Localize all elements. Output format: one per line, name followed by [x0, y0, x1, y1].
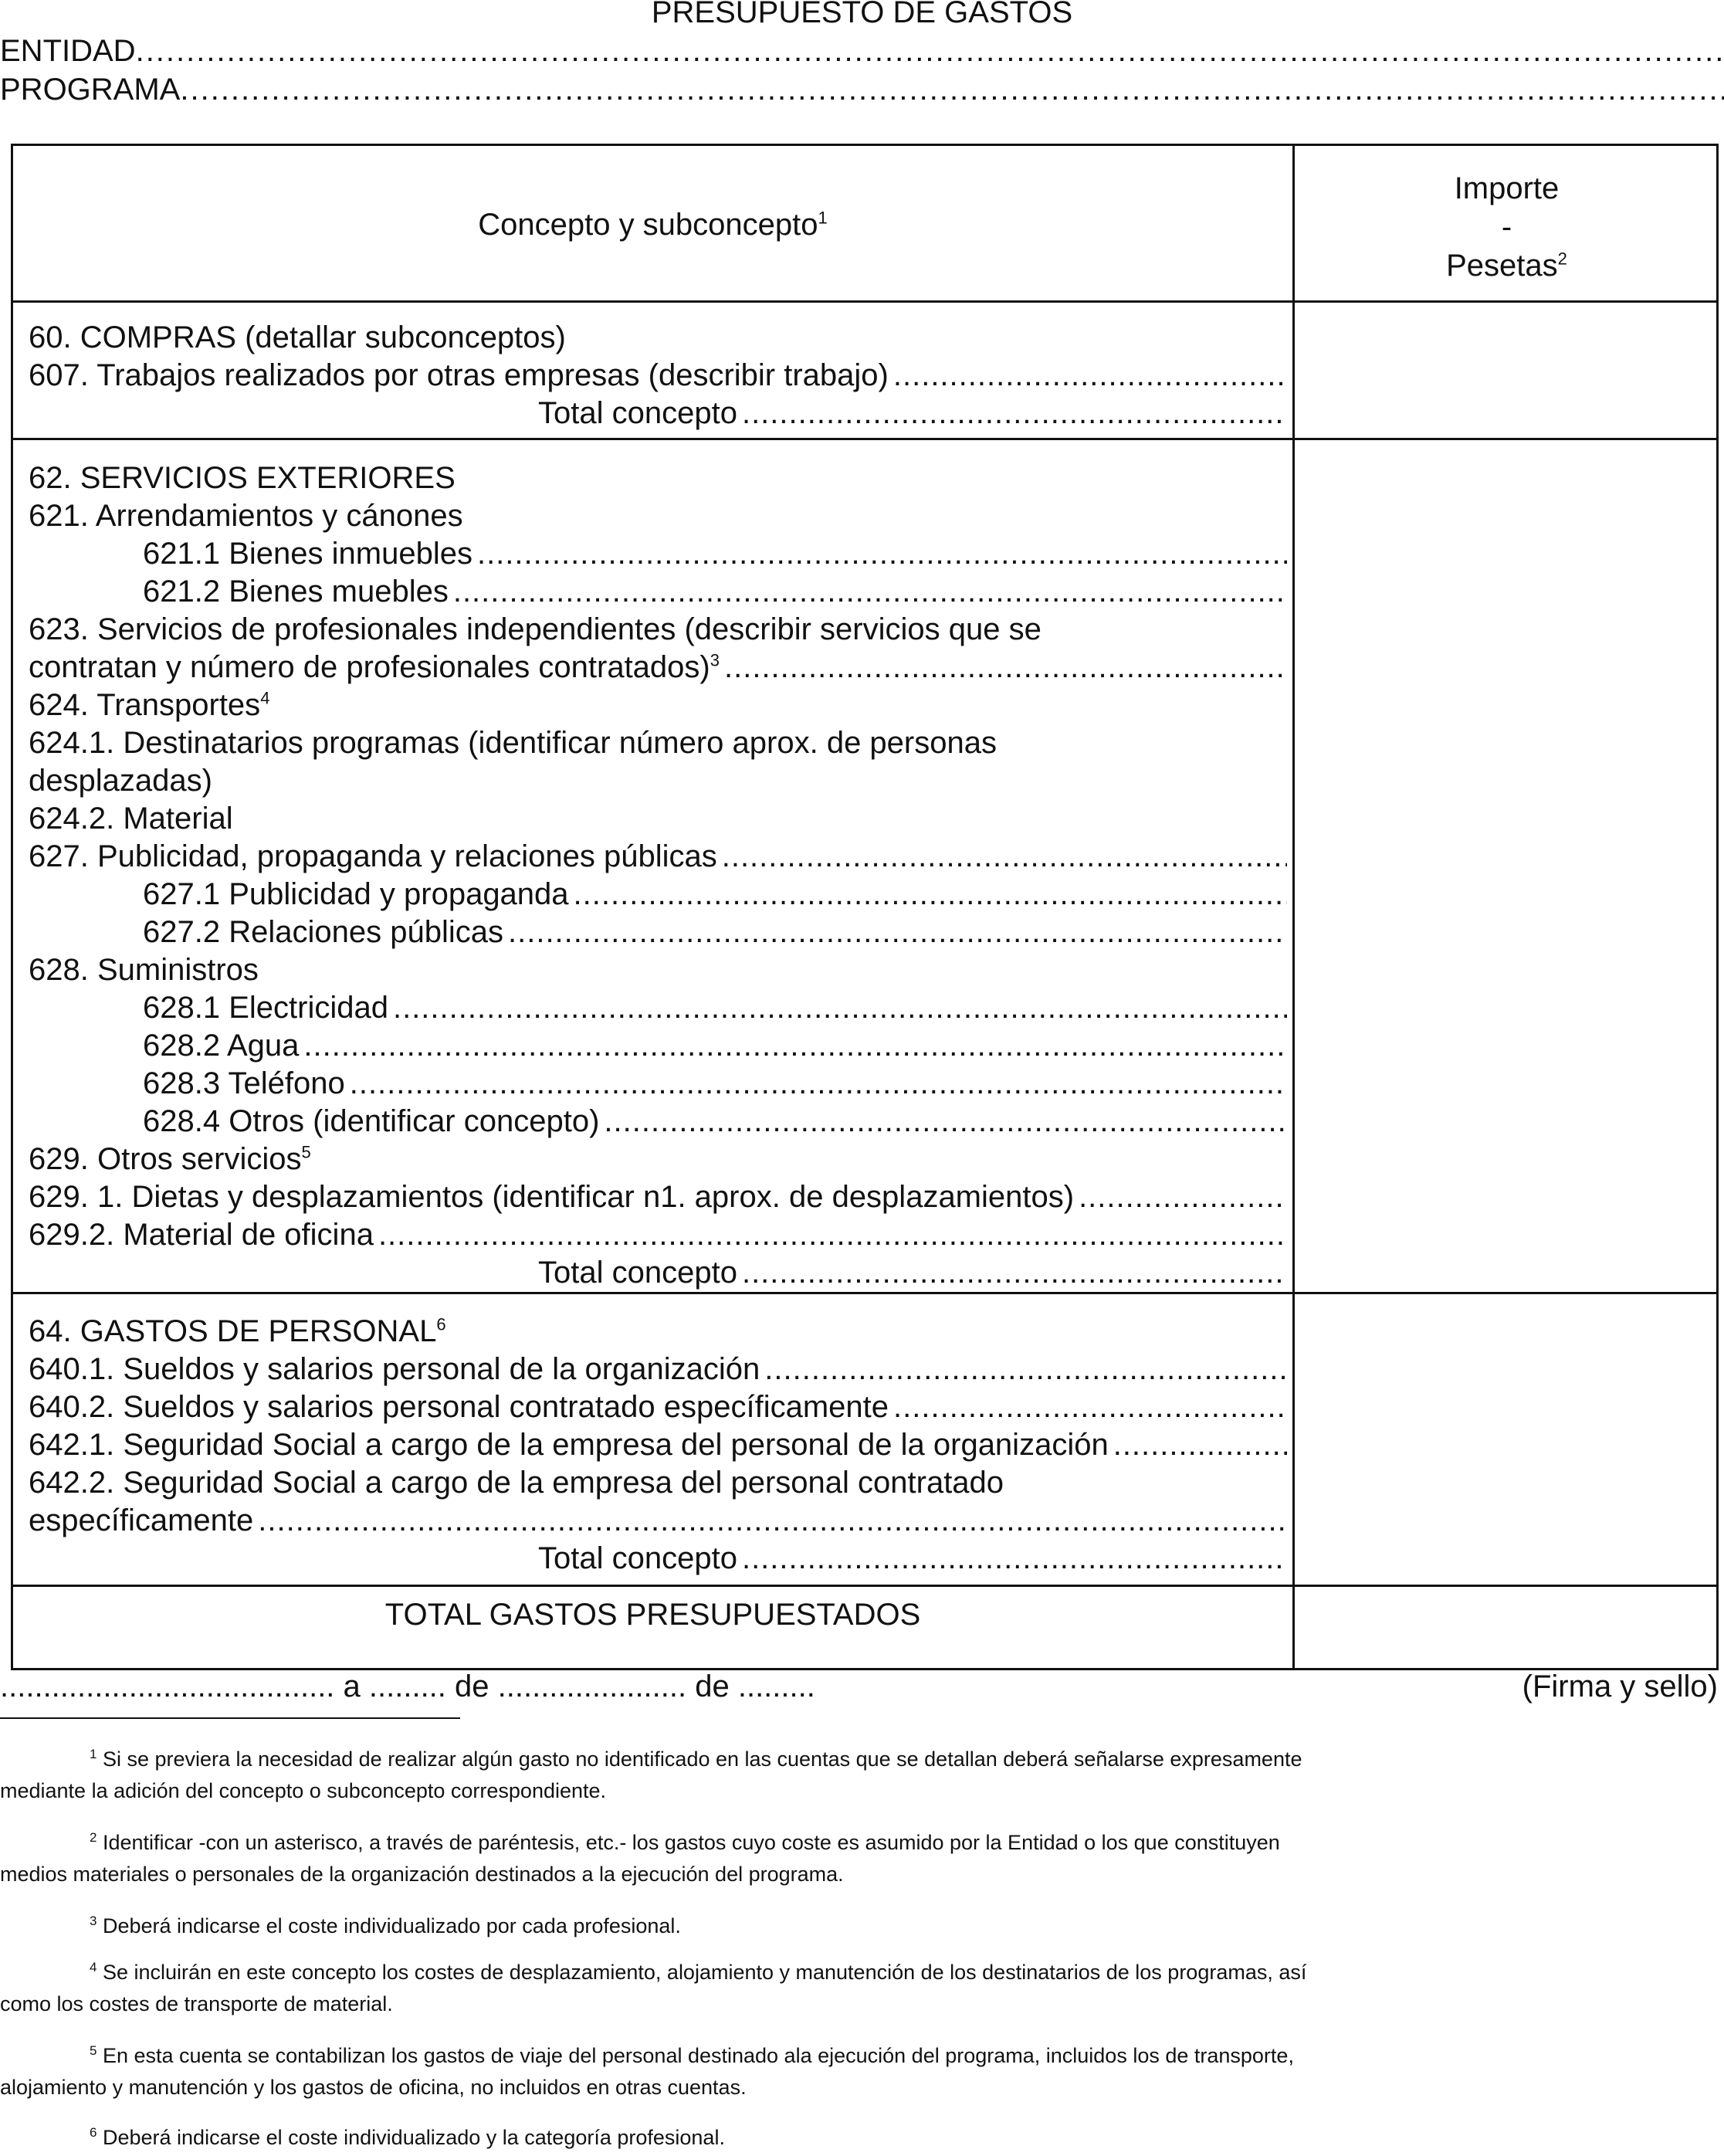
row-629-2: 629.2. Material de oficina .....	[29, 1216, 1287, 1254]
footnote-5: $^5$ En esta cuenta se contabilizan los gastos de viaje del personal destinado ala ejecución del programa, incluidos los de transporte, alojamiento y manutención y los gastos de oficina, no incluidos en otras cuentas.	[0, 2043, 1294, 2099]
footnote-ref: 3	[710, 650, 720, 670]
footnote-1: $^1$ Si se previera la necesidad de realizar algún gasto no identificado en las cuentas que se detallan deberá señalarse expresamente mediante la adición del concepto o subconcepto correspondiente.	[0, 1747, 1302, 1802]
row-compras-heading: 60. COMPRAS (detallar subconceptos)	[29, 320, 566, 354]
row-621-1: 621.1 Bienes inmuebles .....	[143, 535, 1287, 573]
programa-label: PROGRAMA	[0, 73, 181, 107]
section-divider-personal	[13, 1585, 1716, 1587]
section-divider-servicios	[13, 1292, 1716, 1294]
programa-dotted-line	[180, 73, 1724, 107]
footnote-3: $^3$ Deberá indicarse el coste individualizado por cada profesional.	[90, 1914, 681, 1937]
row-624: 624. Transportes$^4$	[29, 688, 270, 722]
column-header-concepto	[13, 208, 1292, 242]
footnote-separator	[0, 1717, 460, 1719]
row-640-2: 640.2. Sueldos y salarios personal contratado específicamente .....	[29, 1388, 1287, 1426]
row-621: 621. Arrendamientos y cánones	[29, 499, 463, 533]
row-628-3: 628.3 Teléfono .....	[143, 1065, 1287, 1103]
footnote-ref: 1	[818, 208, 828, 228]
footnote-ref: 5	[301, 1142, 311, 1162]
importe-header-dash: -	[1501, 210, 1512, 244]
column-header-importe	[1295, 169, 1719, 285]
header-divider	[13, 300, 1716, 303]
row-compras-total: Total concepto .....	[538, 395, 1287, 432]
page-title: PRESUPUESTO DE GASTOS	[651, 0, 1073, 29]
row-personal-total: Total concepto .....	[538, 1540, 1287, 1578]
row-personal-heading: 64. GASTOS DE PERSONAL$^6$	[29, 1314, 446, 1348]
row-621-2: 621.2 Bienes muebles .....	[143, 573, 1287, 611]
row-640-1: 640.1. Sueldos y salarios personal de la organización .....	[29, 1351, 1287, 1388]
row-624-1-line1: 624.1. Destinatarios programas (identificar número aprox. de personas	[29, 726, 997, 760]
row-628-4: 628.4 Otros (identificar concepto) .....	[143, 1103, 1287, 1141]
footnote-ref: 4	[260, 688, 270, 708]
row-servicios-total: Total concepto .....	[538, 1254, 1287, 1292]
row-629: 629. Otros servicios$^5$	[29, 1142, 311, 1176]
row-623-line1: 623. Servicios de profesionales independientes (describir servicios que se	[29, 612, 1042, 646]
grand-total-label: TOTAL GASTOS PRESUPUESTADOS	[384, 1598, 921, 1632]
row-642-2-line2: específicamente .....	[29, 1502, 1287, 1540]
row-607: 607. Trabajos realizados por otras empresas (describir trabajo) .....	[29, 357, 1287, 395]
row-624-1-line2: desplazadas)	[29, 764, 212, 798]
row-628-1: 628.1 Electricidad .....	[143, 989, 1287, 1027]
row-642-2-line1: 642.2. Seguridad Social a cargo de la empresa del personal contratado	[29, 1466, 1004, 1500]
row-628-2: 628.2 Agua .....	[143, 1027, 1287, 1065]
place-date-line[interactable]: ....................................... a ......... de ...................... de .........	[0, 1670, 815, 1703]
row-627-2: 627.2 Relaciones públicas .....	[143, 914, 1287, 951]
footnote-ref: 6	[436, 1314, 446, 1334]
budget-table	[11, 144, 1719, 1670]
row-627: 627. Publicidad, propaganda y relaciones públicas .....	[29, 838, 1287, 876]
footnote-4: $^4$ Se incluirán en este concepto los costes de desplazamiento, alojamiento y manutención de los destinatarios de los programas, así como los costes de transporte de material.	[0, 1960, 1307, 2015]
row-629-1: 629. 1. Dietas y desplazamientos (identificar n1. aprox. de desplazamientos) .....	[29, 1178, 1287, 1216]
entidad-field[interactable]	[0, 34, 1724, 69]
footnote-2: $^2$ Identificar -con un asterisco, a través de paréntesis, etc.- los gastos cuyo coste es asumido por la Entidad o los que constituyen medios materiales o personales de la organización destinados a la ejecución del programa.	[0, 1830, 1280, 1886]
footnote-ref: 2	[1557, 249, 1567, 269]
signature-label: (Firma y sello)	[1522, 1670, 1718, 1703]
row-623-line2: contratan y número de profesionales contratados)$^3$ .....	[29, 649, 1287, 686]
entidad-dotted-line	[136, 34, 1724, 69]
row-642-1: 642.1. Seguridad Social a cargo de la empresa del personal de la organización .....	[29, 1426, 1287, 1464]
column-divider	[1292, 146, 1295, 1668]
pesetas-header-label: Pesetas	[1446, 249, 1558, 283]
entidad-label: ENTIDAD	[0, 34, 136, 68]
row-627-1: 627.1 Publicidad y propaganda .....	[143, 876, 1287, 914]
section-divider-compras	[13, 438, 1716, 440]
concepto-header-label: Concepto y subconcepto	[478, 208, 818, 242]
programa-field[interactable]	[0, 73, 1724, 107]
row-624-2: 624.2. Material	[29, 802, 233, 836]
importe-header-label: Importe	[1454, 171, 1560, 205]
row-628: 628. Suministros	[29, 953, 259, 987]
row-servicios-heading: 62. SERVICIOS EXTERIORES	[29, 461, 456, 495]
footnote-6: $^6$ Deberá indicarse el coste individualizado y la categoría profesional.	[90, 2125, 725, 2149]
